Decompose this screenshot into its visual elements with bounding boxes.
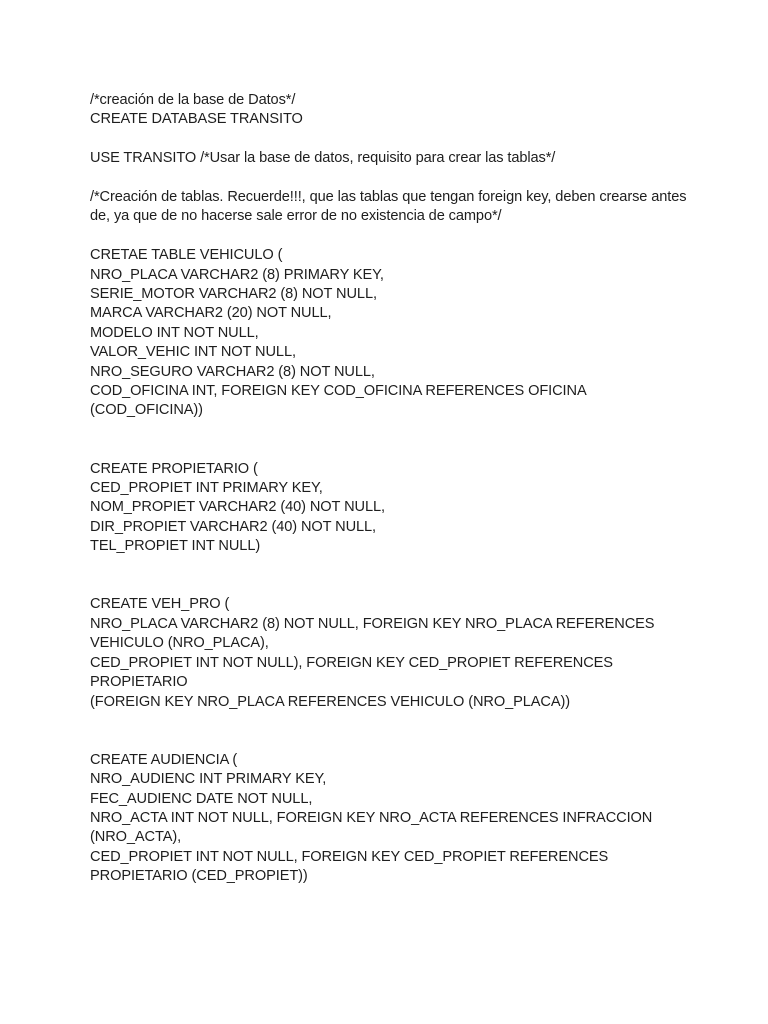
text-line: TEL_PROPIET INT NULL) — [90, 538, 261, 555]
document-page — [90, 91, 690, 887]
spacer — [90, 130, 690, 149]
use-statement-block — [90, 149, 690, 168]
text-line: VALOR_VEHIC INT NOT NULL, — [90, 344, 296, 361]
spacer — [90, 169, 690, 188]
text-line: /*creación de la base de Datos*/ — [90, 92, 296, 108]
text-line: NRO_SEGURO VARCHAR2 (8) NOT NULL, — [90, 363, 375, 380]
comment-create-db-block — [90, 91, 690, 130]
text-line: PROPIETARIO — [90, 674, 188, 691]
text-line: NRO_ACTA INT NOT NULL, FOREIGN KEY NRO_ACTA REFERENCES INFRACCION — [90, 809, 653, 826]
text-line: MODELO INT NOT NULL, — [90, 324, 259, 341]
table-veh-pro-block — [90, 595, 690, 711]
text-line: COD_OFICINA INT, FOREIGN KEY COD_OFICINA REFERENCES OFICINA — [90, 383, 587, 400]
text-line: DIR_PROPIET VARCHAR2 (40) NOT NULL, — [90, 518, 377, 535]
text-line: CRETAE TABLE VEHICULO ( — [90, 247, 283, 264]
table-audiencia-block — [90, 751, 690, 887]
text-line: CREATE PROPIETARIO ( — [90, 460, 258, 477]
text-line: MARCA VARCHAR2 (20) NOT NULL, — [90, 305, 332, 322]
text-line: CED_PROPIET INT NOT NULL, FOREIGN KEY CED_PROPIET REFERENCES — [90, 848, 609, 865]
text-line: CED_PROPIET INT NOT NULL), FOREIGN KEY CED_PROPIET REFERENCES — [90, 654, 613, 671]
text-line: (FOREIGN KEY NRO_PLACA REFERENCES VEHICULO (NRO_PLACA)) — [90, 693, 570, 710]
text-line: PROPIETARIO (CED_PROPIET)) — [90, 868, 308, 885]
text-line: /*Creación de tablas. Recuerde!!!, que las tablas que tengan foreign key, deben crearse antes — [90, 189, 687, 205]
text-line: CREATE VEH_PRO ( — [90, 596, 230, 613]
text-line: CED_PROPIET INT PRIMARY KEY, — [90, 480, 323, 497]
spacer — [90, 712, 690, 751]
text-line: NRO_PLACA VARCHAR2 (8) NOT NULL, FOREIGN KEY NRO_PLACA REFERENCES — [90, 615, 655, 632]
text-line: CREATE AUDIENCIA ( — [90, 751, 238, 768]
text-line: NRO_AUDIENC INT PRIMARY KEY, — [90, 771, 327, 788]
text-line: (COD_OFICINA)) — [90, 402, 203, 419]
text-line: VEHICULO (NRO_PLACA), — [90, 635, 269, 652]
text-line: CREATE DATABASE TRANSITO — [90, 111, 303, 128]
spacer — [90, 227, 690, 246]
spacer — [90, 557, 690, 596]
spacer — [90, 421, 690, 460]
text-line: NOM_PROPIET VARCHAR2 (40) NOT NULL, — [90, 499, 385, 516]
text-line: (NRO_ACTA), — [90, 829, 182, 846]
table-vehiculo-block — [90, 246, 690, 421]
text-line: USE TRANSITO /*Usar la base de datos, requisito para crear las tablas*/ — [90, 150, 556, 167]
text-line: de, ya que de no hacerse sale error de no existencia de campo*/ — [90, 208, 502, 225]
text-line: NRO_PLACA VARCHAR2 (8) PRIMARY KEY, — [90, 266, 384, 283]
table-propietario-block — [90, 460, 690, 557]
text-line: SERIE_MOTOR VARCHAR2 (8) NOT NULL, — [90, 286, 377, 303]
comment-tables-block — [90, 188, 690, 227]
text-line: FEC_AUDIENC DATE NOT NULL, — [90, 790, 313, 807]
